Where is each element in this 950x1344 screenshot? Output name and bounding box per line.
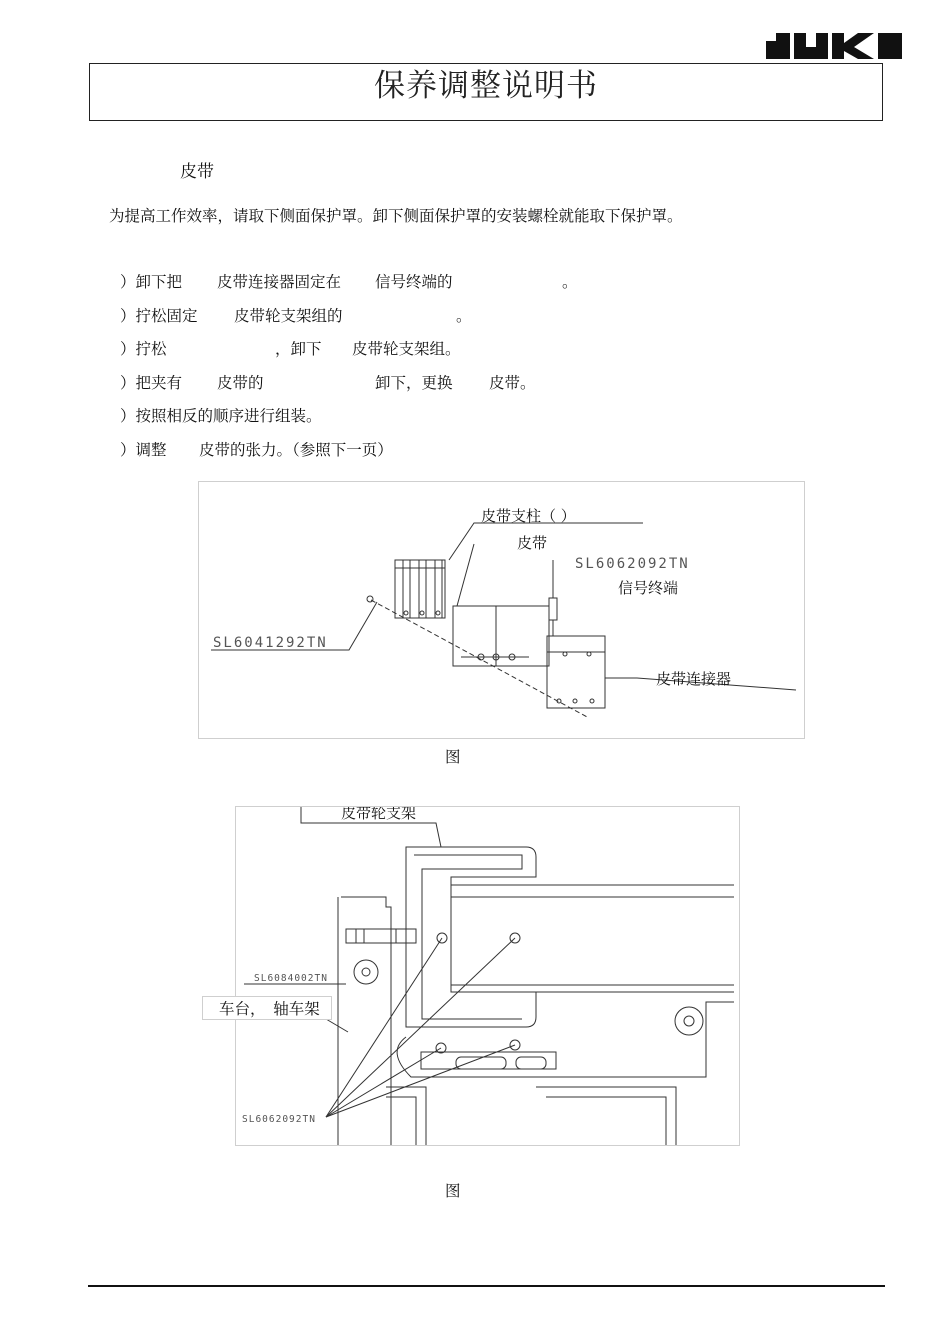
step-text: ）拧松 [120,340,167,358]
label-table-frame: 车台， 轴车架 [219,1000,320,1018]
step-text: 皮带。 [489,374,536,392]
step-text: 卸下，更换 [375,374,453,392]
belt-connector-shape [547,636,605,708]
code-upper: SL6084002TN [254,973,328,984]
figure-1-caption: 图 [445,748,461,766]
pulley-bracket-shape [406,847,536,1027]
footer-rule [88,1285,885,1287]
step-text: 。 [456,307,472,325]
document-title: 保养调整说明书 [374,68,598,104]
section-heading: 皮带 [180,162,214,182]
code-lower: SL6062092TN [242,1114,316,1125]
step-text: ）调整 [120,441,167,459]
figure-2-drawing [236,807,739,1145]
step-text: ）按照相反的顺序进行组装。 [120,407,322,425]
code-top: SL6062092TN [575,556,690,572]
step-text: 皮带轮支架组的 [234,307,343,325]
step-text: 皮带的张力。（参照下一页） [199,441,393,459]
step-text: 。 [562,273,578,291]
figure-1-drawing [199,482,804,738]
title-box [89,63,883,121]
step-text: 皮带连接器固定在 [217,273,342,291]
code-left: SL6041292TN [213,635,328,651]
figure-1 [198,481,805,739]
step-text: 信号终端的 [375,273,453,291]
figure-2-caption: 图 [445,1182,461,1200]
intro-text: 为提高工作效率，请取下侧面保护罩。卸下侧面保护罩的安装螺栓就能取下保护罩。 [109,207,683,225]
label-belt: 皮带 [517,534,548,552]
label-belt-connector: 皮带连接器 [656,670,732,688]
step-text: ）把夹有 [120,374,183,392]
label-table-frame-box [202,996,332,1020]
label-belt-post: 皮带支柱（ ） [481,507,576,525]
step-text: ）卸下把 [120,273,183,291]
label-pulley-bracket: 皮带轮支架 [341,807,417,822]
step-text: 皮带轮支架组。 [352,340,461,358]
step-text: ）拧松固定 [120,307,198,325]
juki-logo [766,33,902,59]
label-signal-terminal: 信号终端 [618,579,679,597]
figure-2 [235,806,740,1146]
step-text: 皮带的 [217,374,264,392]
step-text: ，卸下 [275,340,322,358]
